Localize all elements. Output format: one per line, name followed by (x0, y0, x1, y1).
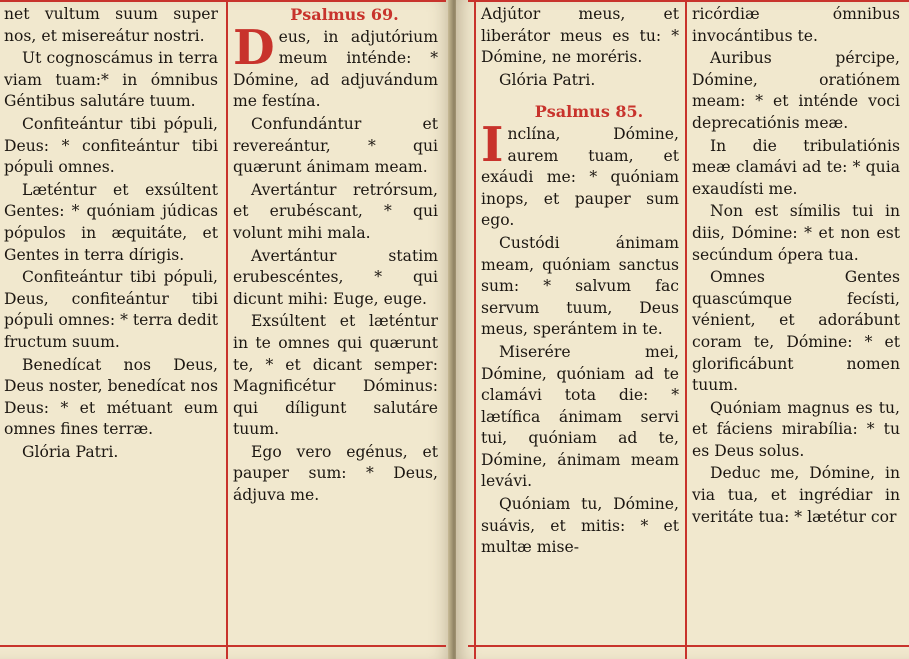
verse: Ego vero egénus, et pauper sum: * Deus, ádjuva me. (233, 442, 438, 505)
verse: Miserére mei, Dómine, quóniam ad te clamávi tota die: * lætífica ánimam servi tui, quóniam ad te, Dómine, ánimam meam levávi. (481, 342, 679, 491)
verse: Adjútor meus, et liberátor meus es tu: * Dómine, ne moréris. (481, 5, 679, 67)
bottom-rule (468, 645, 909, 647)
verse: Benedícat nos Deus, Deus noster, benedícat nos Deus: * et métuant eum omnes fines terræ. (4, 355, 218, 439)
column-divider (226, 0, 228, 659)
psalm-title: Psalmus 69. (290, 5, 399, 24)
verse: Quóniam tu, Dómine, suávis, et mitis: * et multæ mise- (481, 495, 679, 557)
bottom-rule (0, 645, 446, 647)
verse: Deduc me, Dómine, in via tua, et ingrédiar in veritáte tua: * lætétur cor (692, 464, 900, 526)
verse: Quóniam magnus es tu, et fáciens mirabília: * tu es Deus solus. (692, 398, 900, 460)
text-column-4 (692, 4, 900, 529)
verse: Avertántur statim erubescéntes, * qui dicunt mihi: Euge, euge. (233, 246, 438, 308)
left-page (0, 0, 452, 659)
text-column-3 (481, 4, 679, 560)
drop-cap: I (481, 116, 504, 173)
verse: Confiteántur tibi pópuli, Deus: * confiteántur tibi pópuli omnes. (4, 114, 218, 177)
top-rule (468, 0, 909, 2)
verse: Exsúltent et læténtur in te omnes qui quærunt te, * et dicant semper: Magnificétur Dóminus: qui díligunt salutáre tuum. (233, 312, 438, 439)
drop-cap: D (233, 19, 275, 76)
psalm-title: Psalmus 85. (534, 102, 644, 122)
right-page (456, 0, 909, 659)
verse: In die tribulatiónis meæ clamávi ad te: * quia exaudísti me. (692, 136, 900, 198)
verse: Ut cognoscámus in terra viam tuam:* in ómnibus Géntibus salutáre tuum. (4, 49, 218, 111)
left-rule (474, 0, 476, 659)
gloria-patri: Glória Patri. (22, 442, 119, 461)
column-divider (685, 0, 687, 659)
verse-first-text: nclína, Dómine, aurem tuam, et exáudi me: * quóniam inops, et pauper sum ego. (481, 124, 679, 230)
verse-first-text: eus, in adjutórium meum inténde: * Dómine, ad adjuvándum me festína. (233, 27, 438, 111)
verse: Custódi ánimam meam, quóniam sanctus sum: * salvum fac servum tuum, Deus meus, sperántem in te. (481, 233, 679, 339)
verse: net vultum suum super nos, et misereátur nostri. (4, 5, 218, 45)
verse: Omnes Gentes quascúmque fecísti, vénient, et adorábunt coram te, Dómine: * et glorificábunt nomen tuum. (692, 268, 900, 395)
verse-first (233, 19, 438, 113)
verse: ricórdiæ ómnibus invocántibus te. (692, 5, 900, 45)
text-column-2 (233, 4, 438, 508)
text-column-1 (4, 4, 218, 464)
verse-first (481, 116, 679, 232)
verse: Confundántur et revereántur, * qui quærunt ánimam meam. (233, 114, 438, 177)
verse: Læténtur et exsúltent Gentes: * quóniam júdicas pópulos in æquitáte, et Gentes in terra dírigis. (4, 180, 218, 264)
verse: Non est símilis tui in diis, Dómine: * et non est secúndum ópera tua. (692, 202, 900, 264)
top-rule (0, 0, 446, 2)
verse: Confiteántur tibi pópuli, Deus, confiteántur tibi pópuli omnes: * terra dedit fructum suum. (4, 268, 218, 351)
gloria-patri: Glória Patri. (499, 70, 596, 89)
verse: Auribus pércipe, Dómine, oratiónem meam: * et inténde voci deprecatiónis meæ. (692, 49, 900, 132)
verse: Avertántur retrórsum, et erubéscant, * qui volunt mihi mala. (233, 180, 438, 242)
